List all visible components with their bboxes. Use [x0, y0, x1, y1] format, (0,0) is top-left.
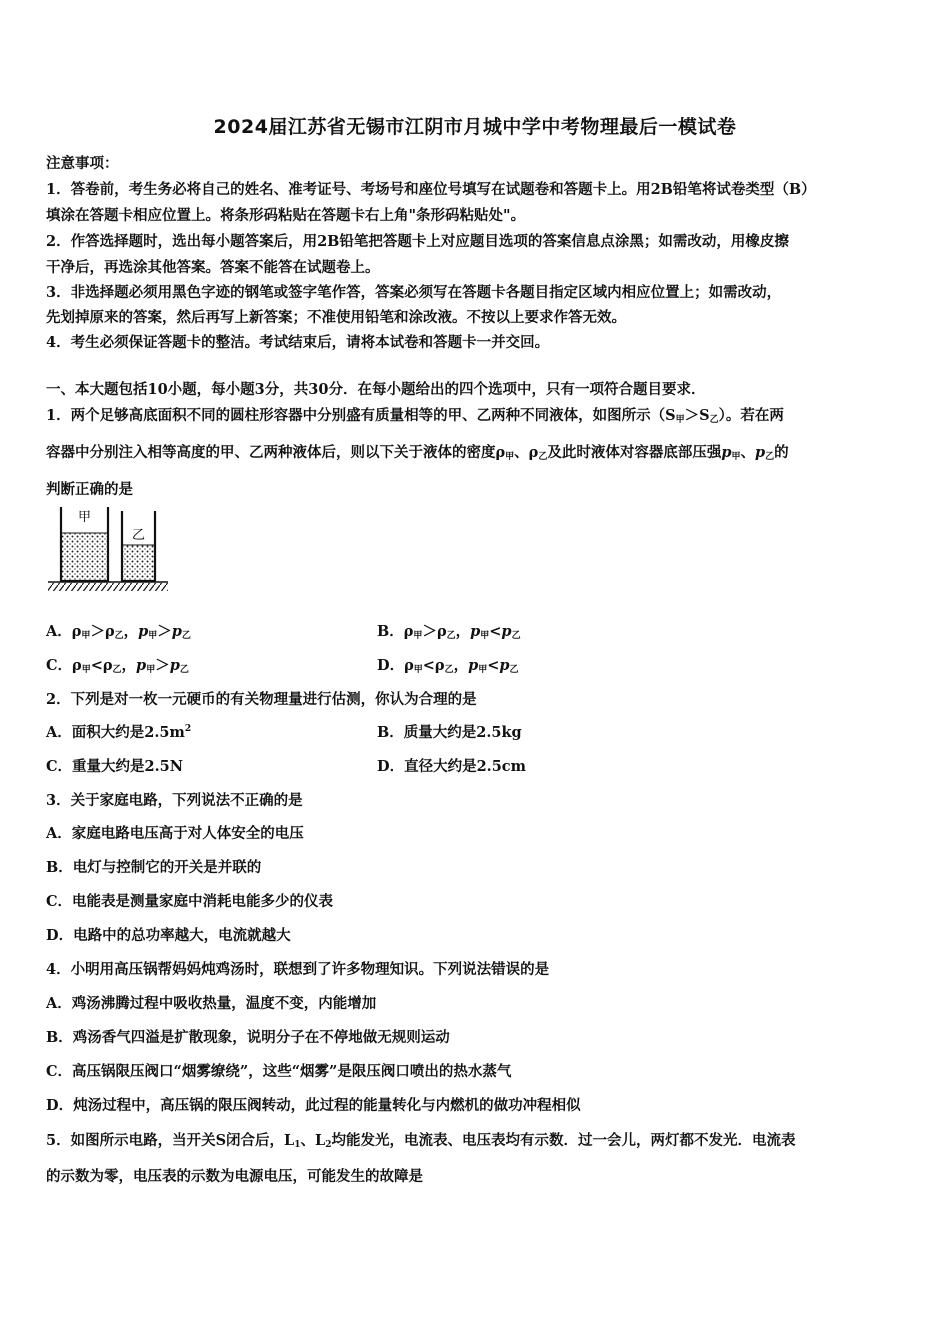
q1-option-a[interactable]: A．$\rho_甲>\rho_乙$，$p_甲>p_乙$: [46, 623, 191, 641]
q2-option-b[interactable]: B．质量大约是2.5kg: [377, 724, 522, 741]
q1-stem-line3: 判断正确的是: [46, 481, 133, 498]
q3-option-d[interactable]: D．电路中的总功率越大，电流就越大: [46, 927, 291, 944]
q2-stem: 2．下列是对一枚一元硬币的有关物理量进行估测，你认为合理的是: [46, 691, 477, 708]
q1-text: 、: [740, 444, 755, 461]
q3-option-b[interactable]: B．电灯与控制它的开关是并联的: [46, 859, 262, 876]
notice-line: 填涂在答题卡相应位置上。将条形码粘贴在答题卡右上角"条形码粘贴处"。: [46, 207, 526, 224]
q1-option-b[interactable]: B．$\rho_甲>\rho_乙$，$p_甲<p_乙$: [377, 623, 521, 641]
containers-figure: [46, 505, 171, 593]
q1-option-c[interactable]: C．$\rho_甲<\rho_乙$，$p_甲>p_乙$: [46, 657, 189, 675]
notice-heading: 注意事项：: [46, 155, 119, 172]
notice-line: 3．非选择题必须用黑色字迹的钢笔或签字笔作答，答案必须写在答题卡各题目指定区域内相应位置上；如需改动，: [46, 284, 782, 301]
container-label-jia: 甲: [78, 510, 92, 525]
q4-stem: 4．小明用高压锅帮妈妈炖鸡汤时，联想到了许多物理知识。下列说法错误的是: [46, 961, 550, 978]
section-heading: 一、本大题包括10小题，每小题3分，共30分．在每小题给出的四个选项中，只有一项符合题目要求．: [46, 381, 706, 398]
q1-option-d[interactable]: D．$\rho_甲<\rho_乙$，$p_甲<p_乙$: [377, 657, 519, 675]
q5-stem-line1: [46, 1129, 796, 1150]
ground-hatch: [48, 583, 168, 591]
q4-option-c[interactable]: C．高压锅限压阀口“烟雾缭绕”，这些“烟雾”是限压阀口喷出的热水蒸气: [46, 1063, 512, 1080]
q1-text: ＞S: [684, 407, 710, 424]
q5-text: 、L: [300, 1132, 326, 1149]
q5-sub: 1: [294, 1140, 301, 1150]
q1-text: p: [721, 444, 732, 461]
q5-stem-line2: 的示数为零，电压表的示数为电源电压，可能发生的故障是: [46, 1168, 423, 1185]
notice-line: 干净后，再选涂其他答案。答案不能答在试题卷上。: [46, 259, 380, 276]
q2-option-a[interactable]: A．面积大约是$2.5m^2$: [46, 724, 192, 741]
q2-option-d[interactable]: D．直径大约是2.5cm: [377, 758, 526, 775]
q1-text: p: [754, 444, 766, 461]
q1-text: ）。若在两: [718, 407, 784, 424]
q2-option-c[interactable]: C．重量大约是2.5N: [46, 758, 184, 775]
q1-sub: 甲: [505, 452, 515, 462]
q1-sub: 甲: [731, 452, 741, 462]
q3-option-a[interactable]: A．家庭电路电压高于对人体安全的电压: [46, 825, 304, 842]
page-title: 2024届江苏省无锡市江阴市月城中学中考物理最后一模试卷: [213, 116, 737, 138]
q3-stem: 3．关于家庭电路，下列说法不正确的是: [46, 792, 303, 809]
q5-text: 5．如图所示电路，当开关S闭合后，L: [46, 1132, 295, 1149]
q4-option-a[interactable]: A．鸡汤沸腾过程中吸收热量，温度不变，内能增加: [46, 995, 377, 1012]
notice-line: 1．答卷前，考生务必将自己的姓名、准考证号、考场号和座位号填写在试题卷和答题卡上。用2B铅笔将试卷类型（B）: [46, 181, 816, 198]
q1-sub: 乙: [765, 452, 775, 462]
q1-sub: 乙: [538, 452, 548, 462]
q1-sub: 甲: [675, 415, 685, 425]
container-label-yi: 乙: [132, 528, 146, 543]
notice-line: 4．考生必须保证答题卡的整洁。考试结束后，请将本试卷和答题卡一并交回。: [46, 334, 550, 351]
q1-sub: 乙: [709, 415, 719, 425]
q1-text: 、ρ: [514, 444, 539, 461]
liquid-yi: [122, 545, 155, 581]
q1-text: 的: [774, 444, 789, 461]
notice-line: 2．作答选择题时，选出每小题答案后，用2B铅笔把答题卡上对应题目选项的答案信息点涂黑；如需改动，用橡皮擦: [46, 233, 789, 250]
liquid-jia: [61, 533, 108, 581]
notice-line: 先划掉原来的答案，然后再写上新答案；不准使用铅笔和涂改液。不按以上要求作答无效。: [46, 309, 626, 326]
q1-text: 1．两个足够高底面积不同的圆柱形容器中分别盛有质量相等的甲、乙两种不同液体，如图所示（S: [46, 407, 676, 424]
q1-stem-line2: [46, 441, 789, 462]
q4-option-d[interactable]: D．炖汤过程中，高压锅的限压阀转动，此过程的能量转化与内燃机的做功冲程相似: [46, 1097, 581, 1114]
q5-text: 均能发光，电流表、电压表均有示数．过一会儿，两灯都不发光．电流表: [331, 1132, 796, 1149]
q1-text: 容器中分别注入相等高度的甲、乙两种液体后，则以下关于液体的密度ρ: [46, 444, 506, 461]
q1-stem-line1: [46, 404, 784, 425]
q1-text: 及此时液体对容器底部压强: [547, 444, 722, 461]
q5-sub: 2: [325, 1140, 332, 1150]
q4-option-b[interactable]: B．鸡汤香气四溢是扩散现象，说明分子在不停地做无规则运动: [46, 1029, 450, 1046]
q3-option-c[interactable]: C．电能表是测量家庭中消耗电能多少的仪表: [46, 893, 334, 910]
